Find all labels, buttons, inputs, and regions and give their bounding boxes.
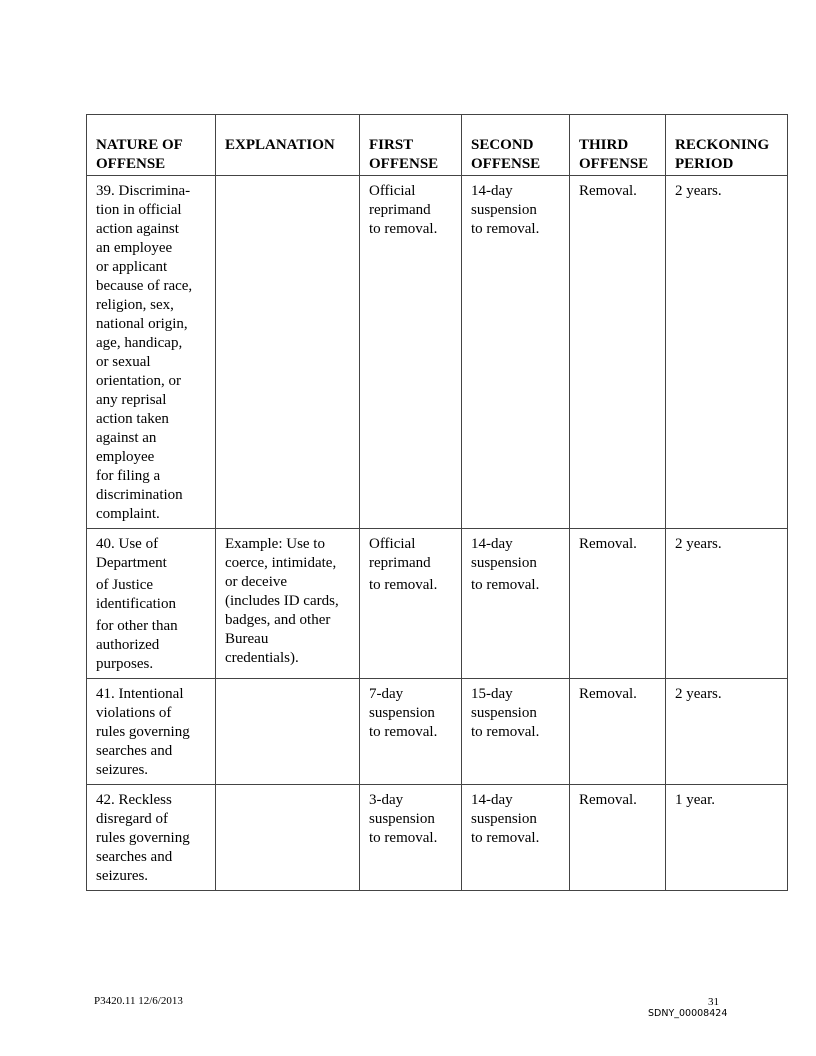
first-line: 7-day (369, 686, 404, 702)
cell-second (462, 529, 570, 679)
second-line: suspension (471, 202, 537, 218)
reckoning-line: 1 year. (675, 792, 715, 808)
nature-line: purposes. (96, 656, 154, 672)
nature-line: or sexual (96, 354, 151, 370)
header-explanation: EXPLANATION (216, 115, 360, 176)
nature-line: rules governing (96, 724, 190, 740)
header-nature-of-offense: NATURE OF OFFENSE (87, 115, 216, 176)
second-line: 14-day (471, 792, 513, 808)
header-row (87, 115, 788, 176)
cell-nature (87, 529, 216, 679)
nature-line: national origin, (96, 316, 188, 332)
table-row (87, 176, 788, 529)
nature-line: 40. Use of (96, 536, 159, 552)
cell-second (462, 176, 570, 529)
second-line: 14-day (471, 183, 513, 199)
cell-reckoning (666, 176, 788, 529)
table-row (87, 785, 788, 891)
nature-line: searches and (96, 743, 173, 759)
second-line: to removal. (471, 724, 540, 740)
third-line: Removal. (579, 686, 637, 702)
third-line: Removal. (579, 536, 637, 552)
first-line: suspension (369, 705, 435, 721)
cell-explanation (216, 176, 360, 529)
cell-nature (87, 176, 216, 529)
explanation-line: or deceive (225, 574, 288, 590)
nature-line: for filing a (96, 468, 161, 484)
nature-line: action against (96, 221, 179, 237)
reckoning-line: 2 years. (675, 536, 722, 552)
cell-explanation (216, 529, 360, 679)
nature-line: disregard of (96, 811, 169, 827)
nature-line: employee (96, 449, 155, 465)
cell-second (462, 785, 570, 891)
nature-line: an employee (96, 240, 173, 256)
header-first-offense: FIRST OFFENSE (360, 115, 462, 176)
nature-line: 42. Reckless (96, 792, 172, 808)
first-line: to removal. (369, 577, 438, 593)
first-line: to removal. (369, 830, 438, 846)
table-row (87, 529, 788, 679)
nature-line: any reprisal (96, 392, 167, 408)
nature-line: complaint. (96, 506, 160, 522)
first-line: suspension (369, 811, 435, 827)
cell-nature (87, 785, 216, 891)
nature-line: for other than (96, 618, 178, 634)
cell-reckoning (666, 785, 788, 891)
header-third-offense: THIRD OFFENSE (570, 115, 666, 176)
second-line: to removal. (471, 221, 540, 237)
policy-number-date: P3420.11 12/6/2013 (94, 995, 183, 1007)
cell-explanation (216, 785, 360, 891)
header-reckoning-period: RECKONING PERIOD (666, 115, 788, 176)
bates-number: SDNY_00008424 (648, 1008, 728, 1019)
cell-third (570, 529, 666, 679)
reckoning-line: 2 years. (675, 686, 722, 702)
nature-line: religion, sex, (96, 297, 174, 313)
cell-reckoning (666, 529, 788, 679)
second-line: suspension (471, 811, 537, 827)
explanation-line: Example: Use to (225, 536, 325, 552)
nature-line: searches and (96, 849, 173, 865)
page-number: 31 (708, 996, 719, 1008)
cell-third (570, 176, 666, 529)
third-line: Removal. (579, 792, 637, 808)
explanation-line: badges, and other (225, 612, 331, 628)
cell-reckoning (666, 679, 788, 785)
nature-line: orientation, or (96, 373, 181, 389)
cell-first (360, 176, 462, 529)
explanation-line: credentials). (225, 650, 299, 666)
first-line: to removal. (369, 724, 438, 740)
first-line: Official (369, 183, 416, 199)
second-line: to removal. (471, 577, 540, 593)
nature-line: because of race, (96, 278, 193, 294)
nature-line: action taken (96, 411, 169, 427)
first-line: reprimand (369, 555, 431, 571)
third-line: Removal. (579, 183, 637, 199)
first-line: Official (369, 536, 416, 552)
nature-line: 41. Intentional (96, 686, 184, 702)
first-line: reprimand (369, 202, 431, 218)
first-line: 3-day (369, 792, 404, 808)
cell-nature (87, 679, 216, 785)
second-line: 14-day (471, 536, 513, 552)
explanation-line: (includes ID cards, (225, 593, 339, 609)
cell-second (462, 679, 570, 785)
first-line: to removal. (369, 221, 438, 237)
cell-first (360, 785, 462, 891)
nature-line: or applicant (96, 259, 168, 275)
nature-line: violations of (96, 705, 172, 721)
second-line: 15-day (471, 686, 513, 702)
nature-line: discrimination (96, 487, 183, 503)
offense-table (86, 114, 788, 891)
reckoning-line: 2 years. (675, 183, 722, 199)
explanation-line: Bureau (225, 631, 269, 647)
nature-line: rules governing (96, 830, 190, 846)
cell-third (570, 679, 666, 785)
nature-line: age, handicap, (96, 335, 183, 351)
nature-line: seizures. (96, 762, 149, 778)
second-line: suspension (471, 555, 537, 571)
nature-line: identification (96, 596, 176, 612)
cell-first (360, 529, 462, 679)
explanation-line: coerce, intimidate, (225, 555, 337, 571)
header-second-offense: SECOND OFFENSE (462, 115, 570, 176)
nature-line: Department (96, 555, 167, 571)
nature-line: of Justice (96, 577, 154, 593)
nature-line: seizures. (96, 868, 149, 884)
nature-line: authorized (96, 637, 160, 653)
table-row (87, 679, 788, 785)
nature-line: against an (96, 430, 157, 446)
cell-third (570, 785, 666, 891)
second-line: to removal. (471, 830, 540, 846)
cell-explanation (216, 679, 360, 785)
second-line: suspension (471, 705, 537, 721)
nature-line: tion in official (96, 202, 182, 218)
nature-line: 39. Discrimina- (96, 183, 191, 199)
cell-first (360, 679, 462, 785)
